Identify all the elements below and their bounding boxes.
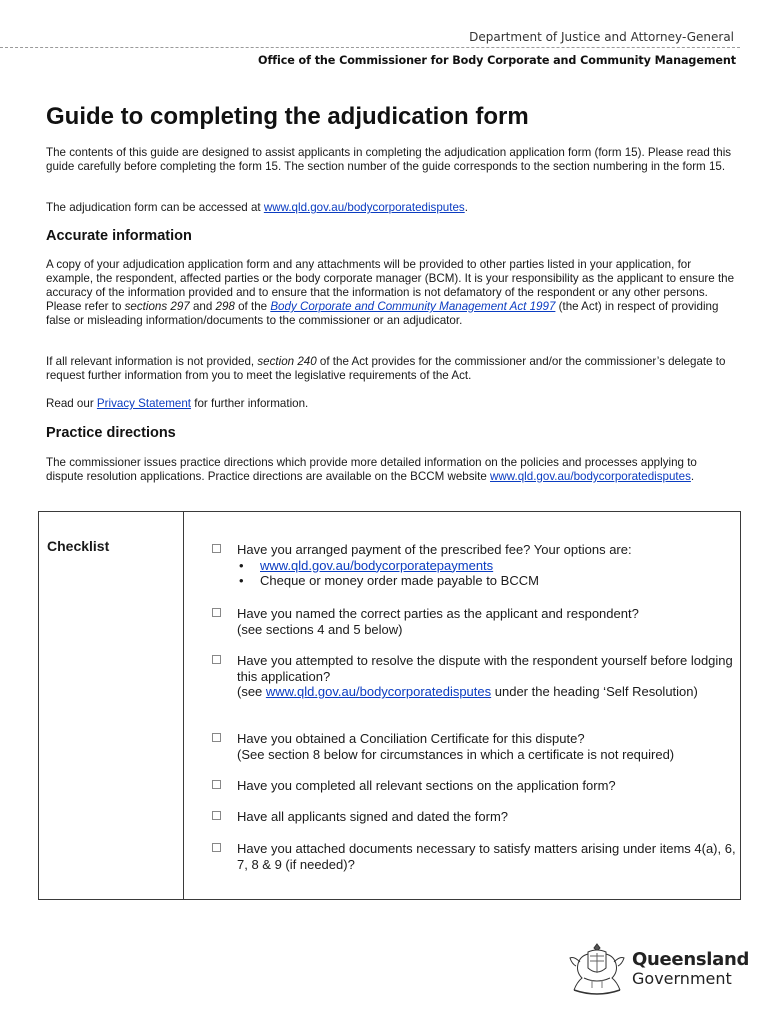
checklist-item-self-resolution: Have you attempted to resolve the dispute with the respondent yourself before lodging this application? (see www.qld.gov.au/bodycorporatedisputes under the heading ‘Self Resolution) [212,653,737,700]
checklist-item-signed: Have all applicants signed and dated the form? [212,809,737,825]
checkbox-icon[interactable] [212,780,221,789]
list-item [237,558,737,574]
checkbox-icon[interactable] [212,811,221,820]
intro-paragraph: The contents of this guide are designed to assist applicants in completing the adjudication application form (form 15). Please read this guide carefully before completing the form 15. The section number of the guide corresponds to the section numbering in the form 15. [46,146,732,173]
practice-directions-paragraph: The commissioner issues practice directions which provide more detailed information on the policies and processes applying to dispute resolution applications. Practice directions are available on the BCCM website www.qld.gov.au/bodycorporatedisputes. [46,456,697,483]
office-name: Office of the Commissioner for Body Corporate and Community Management [258,54,736,67]
checkbox-icon[interactable] [212,843,221,852]
queensland-government-logo [566,940,750,992]
checklist-item-documents: Have you attached documents necessary to satisfy matters arising under items 4(a), 6, 7, 8 & 9 (if needed)? [212,841,737,872]
bullet-icon: • [239,573,244,588]
list-item: • Cheque or money order made payable to BCCM [239,573,539,588]
department-name: Department of Justice and Attorney-General [469,30,734,44]
self-resolution-link[interactable]: www.qld.gov.au/bodycorporatedisputes [265,684,492,699]
act-link[interactable]: Body Corporate and Community Management Act 1997 [270,300,556,313]
checklist-item-fee: Have you arranged payment of the prescribed fee? Your options are: • www.qld.gov.au/bodycorporatepayments • Cheque or money order made payable to BCCM [212,542,737,589]
further-information-paragraph: If all relevant information is not provided, section 240 of the Act provides for the commissioner and/or the commissioner’s delegate to request further information from you to meet the legislative requirements of the Act. [46,355,726,382]
checklist-title: Checklist [47,538,110,554]
checklist-item-conciliation: Have you obtained a Conciliation Certificate for this dispute? (See section 8 below for circumstances in which a certificate is not required) [212,731,737,762]
header-divider [0,47,740,48]
practice-directions-heading: Practice directions [46,425,176,441]
accurate-information-heading: Accurate information [46,228,192,244]
accurate-information-paragraph: A copy of your adjudication application form and any attachments will be provided to other parties listed in your application, for example, the respondent, affected parties or the body corporate manager (BCM). It is your responsibility as the applicant to ensure the accuracy of the information provided and to ensure that the information is not defamatory of the respondent or any other persons. Please refer to sections 297 and 298 of the Body Corporate and Community Management Act 1997 (the Act) in respect of providing false or misleading information/documents to the commissioner or an adjudicator. [46,258,735,327]
bullet-icon: • [239,557,244,573]
checkbox-icon[interactable] [212,544,221,553]
form-access-paragraph: The adjudication form can be accessed at www.qld.gov.au/bodycorporatedisputes. [46,201,468,214]
privacy-paragraph: Read our Privacy Statement for further information. [46,397,309,410]
checklist-item-sections: Have you completed all relevant sections on the application form? [212,778,737,794]
form-access-link[interactable]: www.qld.gov.au/bodycorporatedisputes [263,201,465,214]
logo-line-queensland: Queensland [632,949,750,970]
checkbox-icon[interactable] [212,655,221,664]
bccm-website-link[interactable]: www.qld.gov.au/bodycorporatedisputes [490,470,691,483]
logo-line-government: Government [632,969,732,988]
checklist-item-parties: Have you named the correct parties as the applicant and respondent? (see sections 4 and 5 below) [212,606,737,637]
checkbox-icon[interactable] [212,608,221,617]
checkbox-icon[interactable] [212,733,221,742]
payments-link[interactable]: www.qld.gov.au/bodycorporatepayments [260,557,494,573]
queensland-coat-of-arms-icon [566,940,628,998]
page-title: Guide to completing the adjudication form [46,103,529,130]
checklist-column-divider [183,511,184,900]
privacy-statement-link[interactable]: Privacy Statement [96,397,191,410]
